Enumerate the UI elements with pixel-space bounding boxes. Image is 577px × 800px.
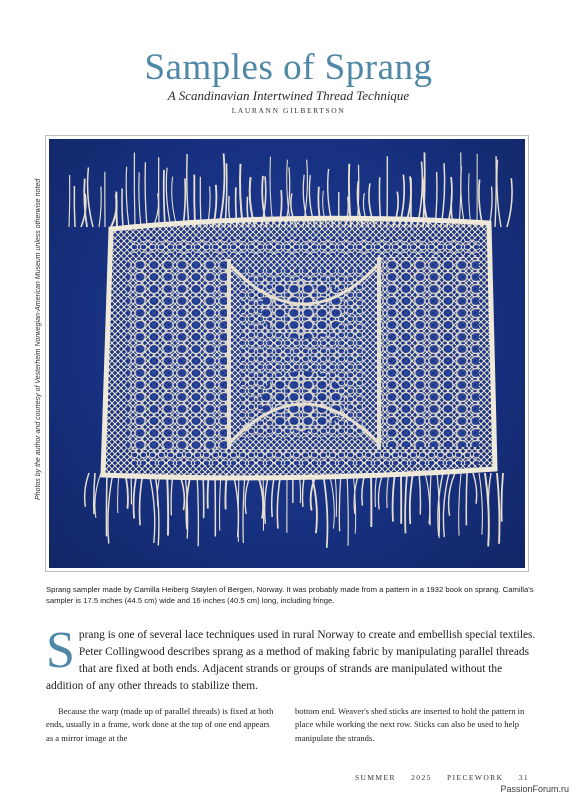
- fringe-strand: [438, 473, 443, 536]
- fringe-strand: [220, 473, 221, 530]
- fringe-strand: [270, 157, 273, 227]
- fringe-strand: [238, 473, 239, 542]
- fringe-strand: [277, 473, 281, 529]
- fringe-strand: [497, 473, 499, 544]
- article-title: Samples of Sprang: [144, 47, 433, 88]
- fringe-strand: [449, 473, 455, 516]
- fringe-strand: [354, 473, 359, 514]
- fringe-strand: [479, 473, 482, 535]
- sprang-sampler-photo: [49, 139, 525, 568]
- photo-frame: [45, 135, 529, 572]
- fringe-strand: [74, 186, 75, 227]
- fringe-strand: [473, 473, 477, 504]
- fringe-strand: [387, 473, 389, 508]
- sprang-sampler-illustration: [49, 139, 525, 568]
- fringe-strand: [140, 473, 143, 525]
- fringe-strand: [139, 172, 141, 227]
- photo-credit: Photos by the author and courtesy of Vesterheim Norwegian-American Museum unless otherwise noted: [35, 178, 42, 500]
- site-watermark: PassionForum.ru: [500, 784, 569, 794]
- fringe-strand: [339, 473, 341, 531]
- fringe-strand: [167, 473, 168, 536]
- fringe-strand: [495, 156, 496, 227]
- footer-year: 2025: [411, 773, 432, 782]
- fringe-strand: [405, 473, 407, 533]
- article-author: LAURANN GILBERTSON: [231, 106, 346, 115]
- fringe-strand: [122, 188, 123, 227]
- fringe-strand: [106, 473, 107, 536]
- fringe-strand: [459, 473, 461, 536]
- fringe-strand: [134, 473, 137, 519]
- fringe-strand: [183, 178, 185, 227]
- fringe-strand: [479, 179, 483, 227]
- fringe-strand: [378, 473, 383, 509]
- fringe-strand: [197, 473, 198, 546]
- fringe-strand: [419, 473, 420, 514]
- lead-text: prang is one of several lace techniques used in rural Norway to create and embellish special textiles. Peter Collingwood describes sprang as a method of making fabric by manipulating parallel threads that are fixed at both ends. Adjacent strands or groups of strands are manipulated without the addition of any other threads to stabilize them.: [46, 629, 536, 692]
- fringe-strand: [263, 473, 264, 531]
- fringe-strand: [441, 163, 445, 227]
- footer-magazine: PIECEWORK: [447, 773, 504, 782]
- fringe-strand: [187, 154, 189, 227]
- body-column-1: Because the warp (made up of parallel threads) is fixed at both ends, usually in a frame, work done at the top of one end appears as a mirror image at the: [46, 706, 274, 743]
- fringe-strand: [461, 167, 465, 227]
- fringe-strand: [347, 473, 348, 546]
- fringe-strand: [502, 473, 503, 522]
- fringe-strand: [466, 473, 467, 525]
- photo-caption: Sprang sampler made by Camilla Heiberg Støylen of Bergen, Norway. It was probably made from a pattern in a 1932 book on sprang. Camilla's sampler is 17.5 inches (44.5 cm) wide and 16 inches (40.5 cm) long, including fringe.: [46, 584, 534, 605]
- fringe-strand: [335, 473, 336, 517]
- fringe-strand: [108, 473, 113, 544]
- page-footer: [343, 773, 529, 782]
- fringe-strand: [118, 473, 119, 513]
- body-column-2: bottom end. Weaver's shed sticks are inserted to hold the pattern in place while working the next row. Sticks can also be used to help manipulate the strands.: [295, 706, 525, 743]
- fringe-strand: [375, 473, 377, 507]
- fringe-strand: [95, 473, 101, 518]
- drop-cap: S: [46, 622, 75, 679]
- fringe-strand: [507, 178, 512, 227]
- fringe-strand: [145, 162, 147, 227]
- fringe-strand: [243, 473, 245, 543]
- fringe-top: [69, 152, 512, 227]
- fringe-strand: [219, 153, 224, 227]
- fringe-strand: [172, 177, 177, 227]
- fringe-strand: [126, 167, 129, 227]
- fringe-strand: [233, 473, 238, 537]
- article-subtitle: A Scandinavian Intertwined Thread Technique: [167, 88, 410, 103]
- lead-paragraph: [46, 622, 538, 695]
- fringe-strand: [469, 173, 471, 227]
- fringe-bottom: [85, 473, 503, 548]
- fringe-strand: [194, 175, 195, 227]
- fringe-strand: [425, 473, 430, 524]
- page-number: 31: [518, 773, 529, 782]
- fringe-strand: [323, 473, 327, 548]
- fringe-strand: [430, 473, 431, 525]
- fringe-strand: [393, 473, 395, 522]
- fringe-strand: [149, 473, 155, 543]
- fringe-strand: [134, 153, 135, 227]
- fringe-strand: [186, 473, 191, 529]
- fringe-strand: [153, 193, 158, 227]
- fringe-strand: [164, 170, 165, 227]
- fringe-strand: [69, 175, 70, 227]
- fringe-strand: [410, 473, 413, 524]
- fringe-strand: [166, 168, 171, 227]
- fringe-strand: [488, 473, 491, 513]
- fringe-strand: [85, 473, 89, 507]
- fringe-strand: [265, 473, 269, 524]
- fringe-strand: [116, 192, 117, 227]
- fringe-strand: [497, 160, 501, 227]
- lace-body: [103, 218, 495, 478]
- footer-season: SUMMER: [354, 773, 396, 782]
- fringe-strand: [88, 167, 93, 227]
- fringe-strand: [329, 473, 334, 529]
- fringe-strand: [99, 186, 101, 227]
